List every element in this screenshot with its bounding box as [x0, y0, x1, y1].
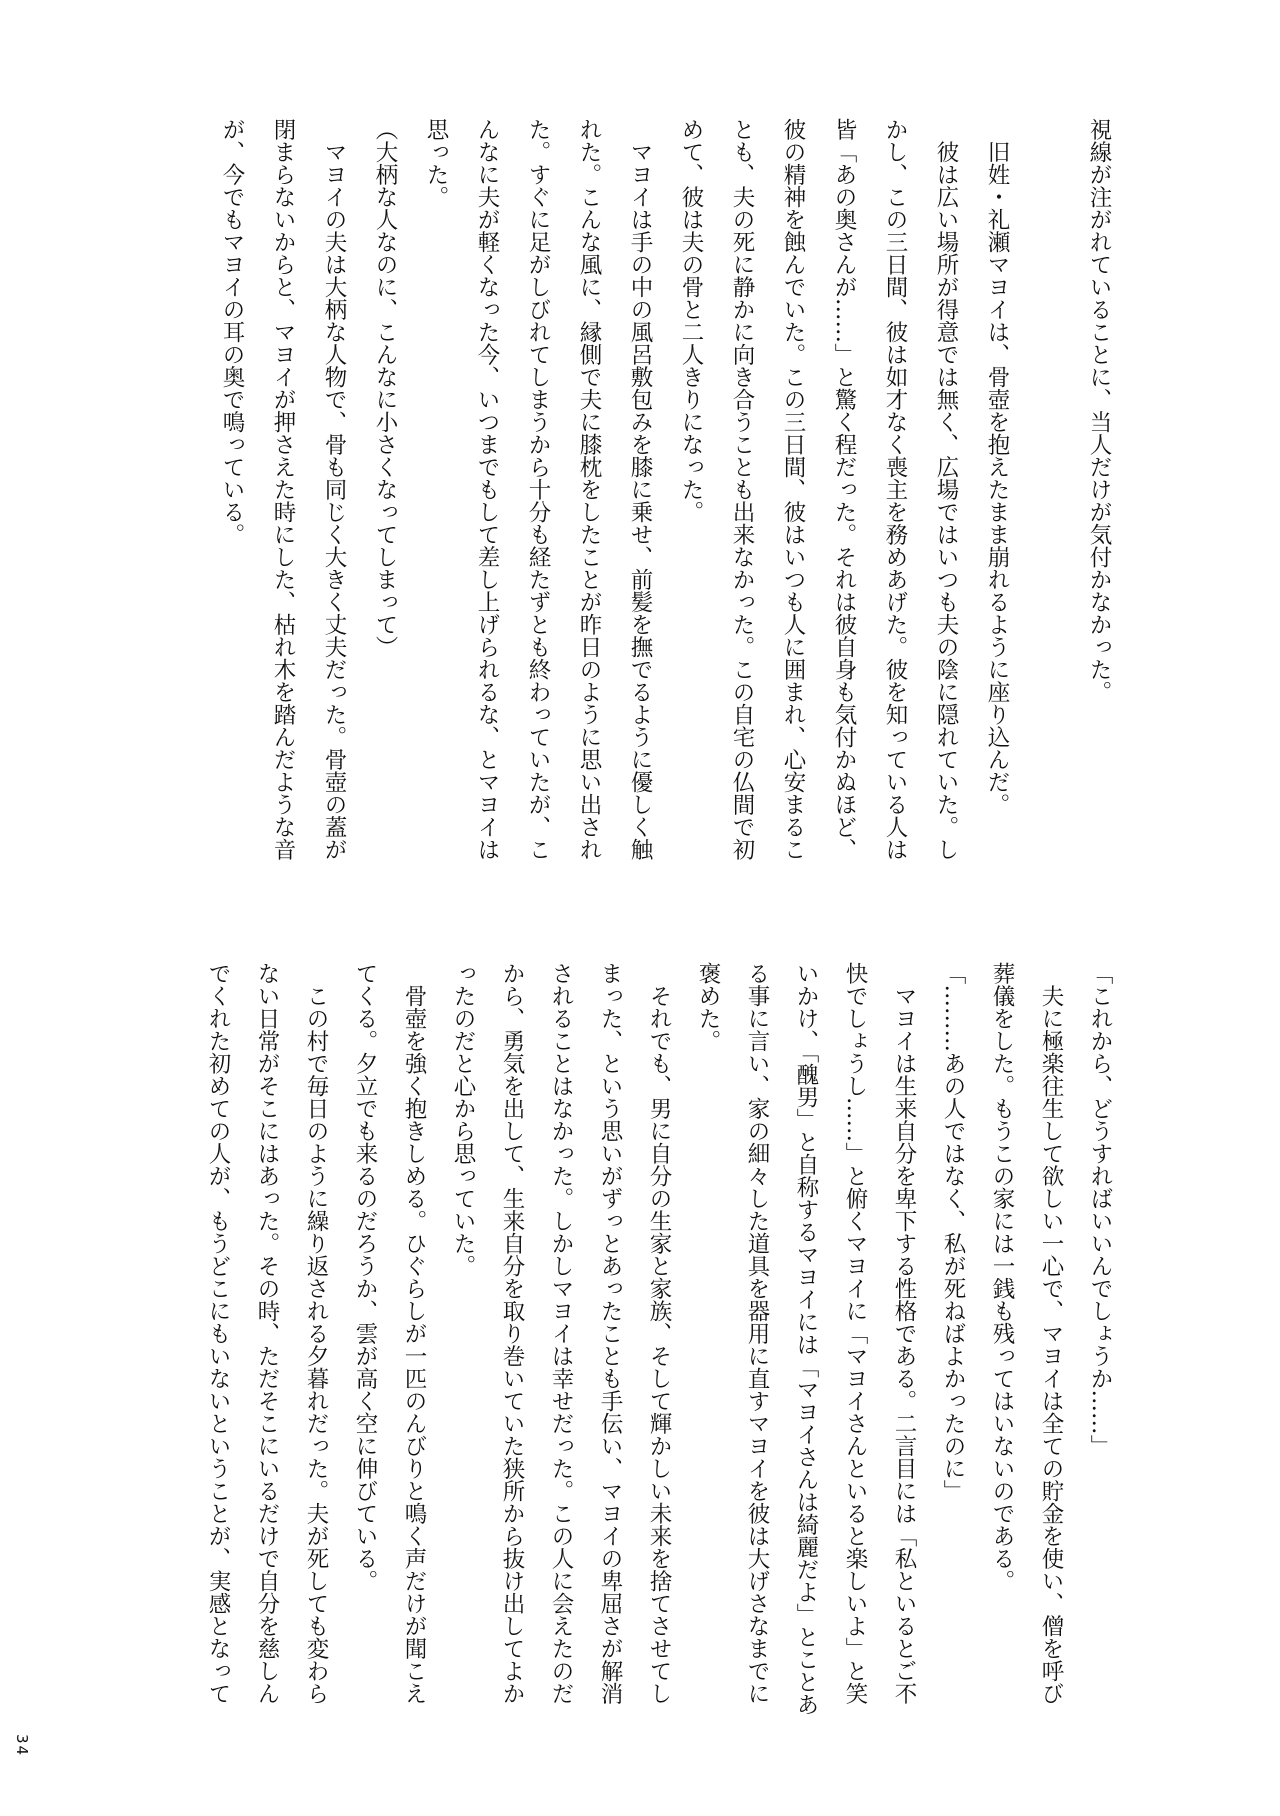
text-line: 快でしょうし……」と俯くマヨイに「マヨイさんといると楽しいよ」と笑: [842, 962, 868, 1705]
text-line: 褒めた。: [695, 962, 721, 1052]
page-number: 34: [13, 1734, 31, 1758]
text-line: 思った。: [423, 118, 449, 208]
text-line: それでも、男に自分の生家と家族、そして輝かしい未来を捨てさせてし: [646, 962, 672, 1705]
text-line: とも、夫の死に静かに向き合うことも出来なかった。この自宅の仏間で初: [729, 118, 755, 861]
text-line: 旧姓・礼瀬マヨイは、骨壺を抱えたまま崩れるように座り込んだ。: [984, 118, 1010, 816]
text-line: た。すぐに足がしびれてしまうから十分も経たずとも終わっていたが、こ: [525, 118, 551, 861]
text-line: 彼は広い場所が得意では無く、広場ではいつも夫の陰に隠れていた。し: [933, 118, 959, 861]
text-line: かし、この三日間、彼は如才なく喪主を務めあげた。彼を知っている人は: [882, 118, 908, 861]
upper-text-block: [206, 118, 1124, 918]
text-line: いかけ、「醜男」と自称するマヨイには「マヨイさんは綺麗だよ」とことあ: [793, 962, 819, 1716]
text-line: ない日常がそこにはあった。その時、ただそこにいるだけで自分を慈しん: [254, 962, 280, 1705]
text-line: でくれた初めての人が、もうどこにもいないということが、実感となって: [205, 962, 231, 1705]
text-line: 閉まらないからと、マヨイが押さえた時にした、枯れ木を踏んだような音: [270, 118, 296, 861]
text-line: （大柄な人なのに、こんなに小さくなってしまって）: [372, 118, 398, 658]
text-line: 「これから、どうすればいいんでしょうか……」: [1087, 962, 1113, 1457]
text-line: 皆「あの奥さんが……」と驚く程だった。それは彼自身も気付かぬほど、: [831, 118, 857, 861]
text-line: マヨイの夫は大柄な人物で、骨も同じく大きく丈夫だった。骨壺の蓋が: [321, 118, 347, 861]
text-line: 夫に極楽往生して欲しい一心で、マヨイは全ての貯金を使い、僧を呼び: [1038, 962, 1064, 1705]
text-line: されることはなかった。しかしマヨイは幸せだった。この人に会えたのだ: [548, 962, 574, 1705]
text-line: 葬儀をした。もうこの家には一銭も残ってはいないのである。: [989, 962, 1015, 1592]
text-line: る事に言い、家の細々した道具を器用に直すマヨイを彼は大げさなまでに: [744, 962, 770, 1705]
text-line: ったのだと心から思っていた。: [450, 962, 476, 1277]
lower-text-block: [193, 962, 1124, 1762]
text-line: 彼の精神を蝕んでいた。この三日間、彼はいつも人に囲まれ、心安まるこ: [780, 118, 806, 861]
text-line: んなに夫が軽くなった今、いつまでもして差し上げられるな、とマヨイは: [474, 118, 500, 861]
text-line: まった、という思いがずっとあったことも手伝い、マヨイの卑屈さが解消: [597, 962, 623, 1705]
text-line: 「………あの人ではなく、私が死ねばよかったのに」: [940, 962, 966, 1502]
text-line: てくる。夕立でも来るのだろうか、雲が高く空に伸びている。: [352, 962, 378, 1592]
text-line: この村で毎日のように繰り返される夕暮れだった。夫が死しても変わら: [303, 962, 329, 1705]
text-line: マヨイは手の中の風呂敷包みを膝に乗せ、前髪を撫でるように優しく触: [627, 118, 653, 861]
text-line: めて、彼は夫の骨と二人きりになった。: [678, 118, 704, 523]
text-line: マヨイは生来自分を卑下する性格である。二言目には「私といるとご不: [891, 962, 917, 1705]
text-line: が、今でもマヨイの耳の奥で鳴っている。: [219, 118, 245, 546]
text-line: 骨壺を強く抱きしめる。ひぐらしが一匹のんびりと鳴く声だけが聞こえ: [401, 962, 427, 1705]
text-line: 視線が注がれていることに、当人だけが気付かなかった。: [1086, 118, 1112, 703]
text-line: から、勇気を出して、生来自分を取り巻いていた狭所から抜け出してよか: [499, 962, 525, 1705]
text-line: れた。こんな風に、縁側で夫に膝枕をしたことが昨日のように思い出され: [576, 118, 602, 861]
